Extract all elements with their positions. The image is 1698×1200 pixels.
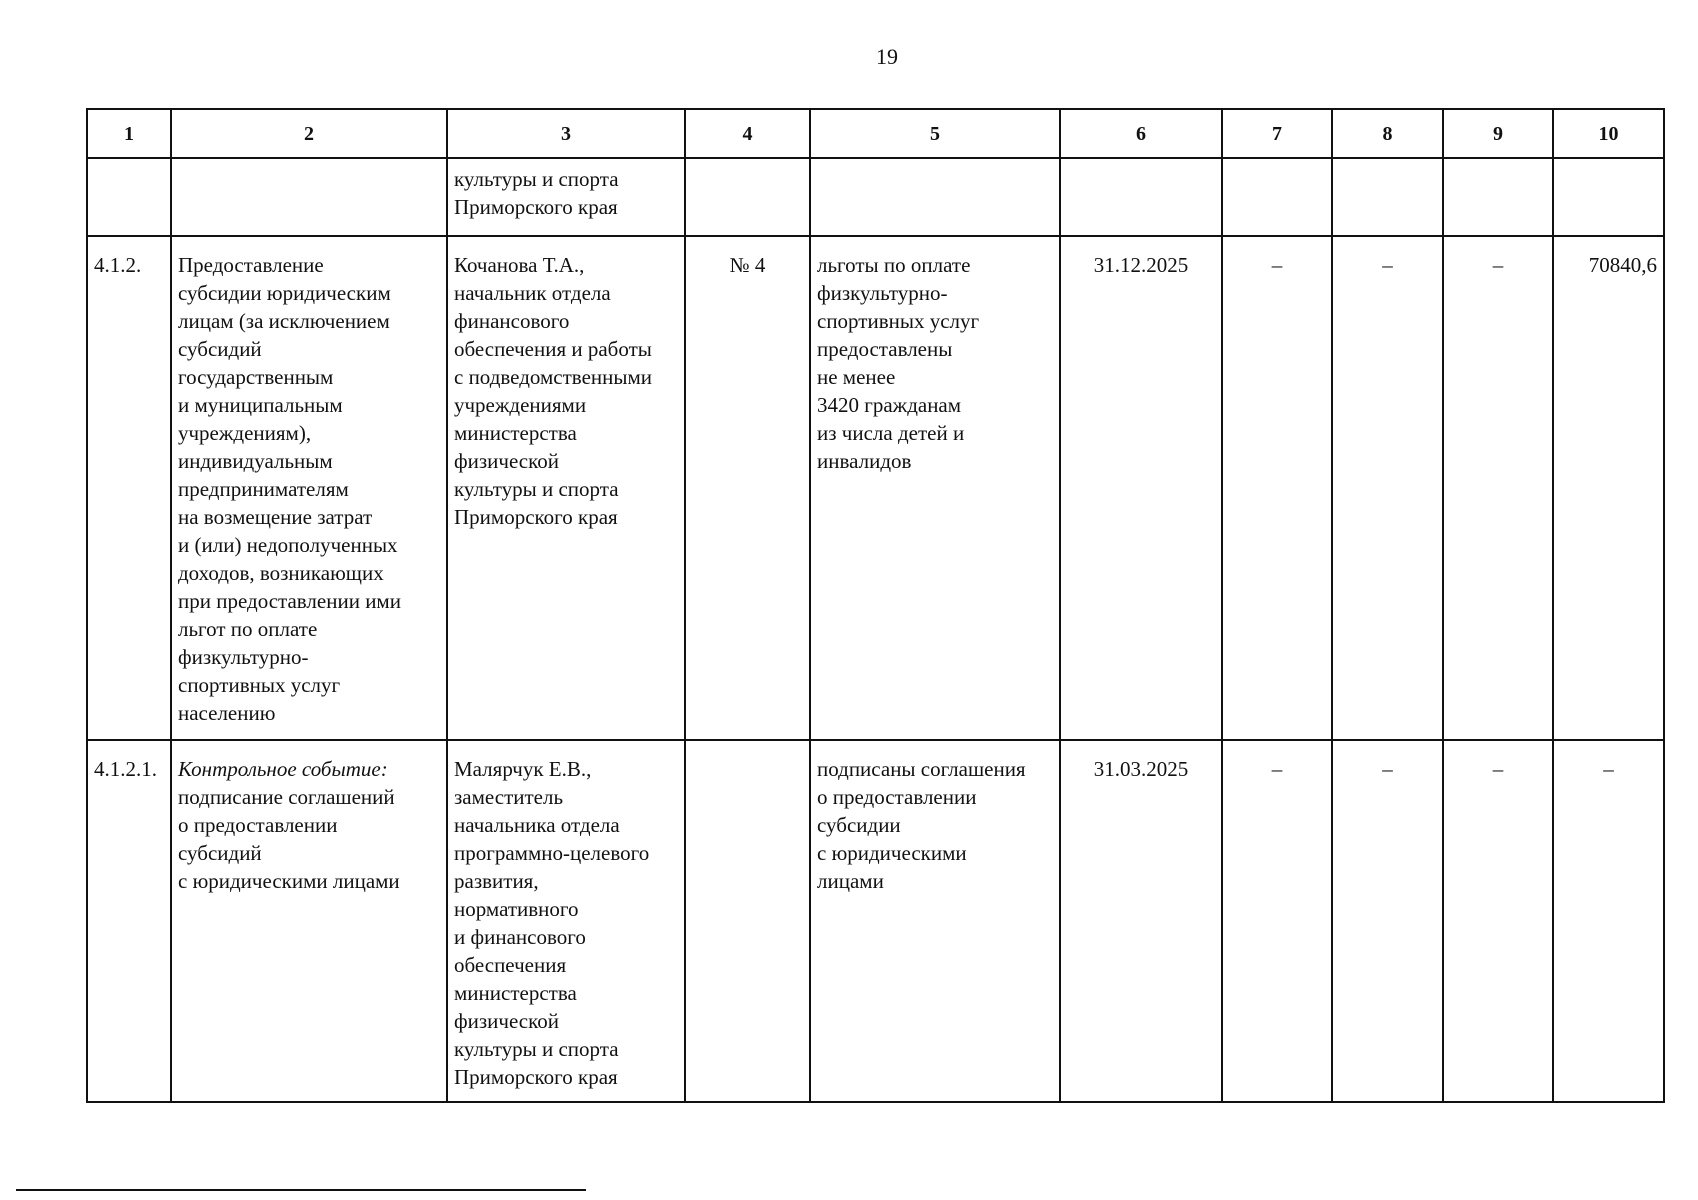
- text-line: культуры и спорта: [454, 477, 619, 501]
- text-line: учреждениям),: [178, 421, 312, 445]
- text-line: финансового: [454, 309, 570, 333]
- text-line: начальник отдела: [454, 281, 611, 305]
- header-col-3: 3: [447, 109, 685, 158]
- cell-col10: 70840,6: [1553, 236, 1664, 740]
- text-line: лицам (за исключением: [178, 309, 390, 333]
- text-line: при предоставлении ими: [178, 589, 401, 613]
- cell-col7: –: [1222, 236, 1332, 740]
- text-line: развития,: [454, 869, 539, 893]
- text-line: обеспечения: [454, 953, 567, 977]
- cell-measure: [171, 158, 447, 236]
- cell-col7: –: [1222, 740, 1332, 1102]
- cell-col9: –: [1443, 236, 1553, 740]
- cell-date: 31.12.2025: [1060, 236, 1222, 740]
- text-line: подписание соглашений: [178, 785, 395, 809]
- text-line: физкультурно-: [178, 645, 309, 669]
- text-line: спортивных услуг: [178, 673, 341, 697]
- header-col-8: 8: [1332, 109, 1443, 158]
- footer-rule: [16, 1189, 586, 1191]
- header-col-10: 10: [1553, 109, 1664, 158]
- table-row-4-1-2: [87, 236, 1664, 740]
- cell-result: [810, 236, 1060, 740]
- text-line: и (или) недополученных: [178, 533, 398, 557]
- text-line: с подведомственными: [454, 365, 653, 389]
- header-col-1: 1: [87, 109, 171, 158]
- control-event-label: Контрольное событие:: [178, 757, 388, 781]
- cell-col9: –: [1443, 740, 1553, 1102]
- text-line: министерства: [454, 421, 577, 445]
- text-line: Приморского края: [454, 195, 618, 219]
- cell-indicator: [685, 158, 810, 236]
- header-col-9: 9: [1443, 109, 1553, 158]
- text-line: субсидии: [817, 813, 901, 837]
- text-line: подписаны соглашения: [817, 757, 1026, 781]
- text-line: инвалидов: [817, 449, 912, 473]
- cell-responsible: [447, 236, 685, 740]
- text-line: доходов, возникающих: [178, 561, 384, 585]
- text-line: Кочанова Т.А.,: [454, 253, 585, 277]
- text-line: учреждениями: [454, 393, 587, 417]
- cell-date: [1060, 158, 1222, 236]
- plan-table: [86, 108, 1665, 1103]
- text-line: физической: [454, 1009, 559, 1033]
- text-line: предпринимателям: [178, 477, 349, 501]
- cell-responsible: [447, 158, 685, 236]
- cell-responsible: [447, 740, 685, 1102]
- text-line: субсидии юридическим: [178, 281, 391, 305]
- text-line: заместитель: [454, 785, 564, 809]
- text-line: государственным: [178, 365, 334, 389]
- text-line: культуры и спорта: [454, 1037, 619, 1061]
- cell-number: 4.1.2.1.: [87, 740, 171, 1102]
- cell-measure: [171, 236, 447, 740]
- cell-col10: [1553, 158, 1664, 236]
- table-row-4-1-2-1: [87, 740, 1664, 1102]
- text-line: субсидий: [178, 841, 262, 865]
- cell-date: 31.03.2025: [1060, 740, 1222, 1102]
- text-line: физической: [454, 449, 559, 473]
- text-line: населению: [178, 701, 276, 725]
- text-line: министерства: [454, 981, 577, 1005]
- text-line: физкультурно-: [817, 281, 948, 305]
- text-line: спортивных услуг: [817, 309, 980, 333]
- cell-col10: –: [1553, 740, 1664, 1102]
- text-line: культуры и спорта: [454, 167, 619, 191]
- header-col-5: 5: [810, 109, 1060, 158]
- text-line: Предоставление: [178, 253, 324, 277]
- text-line: из числа детей и: [817, 421, 965, 445]
- text-line: Малярчук Е.В.,: [454, 757, 592, 781]
- header-row: [87, 109, 1664, 158]
- text-line: Приморского края: [454, 1065, 618, 1089]
- cell-indicator: [685, 740, 810, 1102]
- cell-measure: [171, 740, 447, 1102]
- text-line: начальника отдела: [454, 813, 620, 837]
- text-line: о предоставлении: [817, 785, 977, 809]
- text-line: субсидий: [178, 337, 262, 361]
- text-line: и финансового: [454, 925, 586, 949]
- header-col-2: 2: [171, 109, 447, 158]
- text-line: о предоставлении: [178, 813, 338, 837]
- cell-result: [810, 158, 1060, 236]
- header-col-7: 7: [1222, 109, 1332, 158]
- text-line: индивидуальным: [178, 449, 333, 473]
- cell-col9: [1443, 158, 1553, 236]
- text-line: с юридическими лицами: [178, 869, 400, 893]
- page-number: 19: [876, 44, 898, 69]
- text-line: 3420 гражданам: [817, 393, 962, 417]
- header-col-4: 4: [685, 109, 810, 158]
- text-line: нормативного: [454, 897, 579, 921]
- table-row-continuation: [87, 158, 1664, 236]
- text-line: льгот по оплате: [178, 617, 318, 641]
- text-line: программно-целевого: [454, 841, 650, 865]
- cell-col8: [1332, 158, 1443, 236]
- text-line: с юридическими: [817, 841, 967, 865]
- text-line: льготы по оплате: [817, 253, 971, 277]
- cell-number: [87, 158, 171, 236]
- text-line: обеспечения и работы: [454, 337, 652, 361]
- text-line: предоставлены: [817, 337, 953, 361]
- text-line: не менее: [817, 365, 896, 389]
- header-col-6: 6: [1060, 109, 1222, 158]
- text-line: Приморского края: [454, 505, 618, 529]
- cell-result: [810, 740, 1060, 1102]
- text-line: и муниципальным: [178, 393, 343, 417]
- text-line: лицами: [817, 869, 884, 893]
- cell-col7: [1222, 158, 1332, 236]
- cell-col8: –: [1332, 236, 1443, 740]
- cell-indicator: № 4: [685, 236, 810, 740]
- cell-col8: –: [1332, 740, 1443, 1102]
- cell-number: 4.1.2.: [87, 236, 171, 740]
- text-line: на возмещение затрат: [178, 505, 373, 529]
